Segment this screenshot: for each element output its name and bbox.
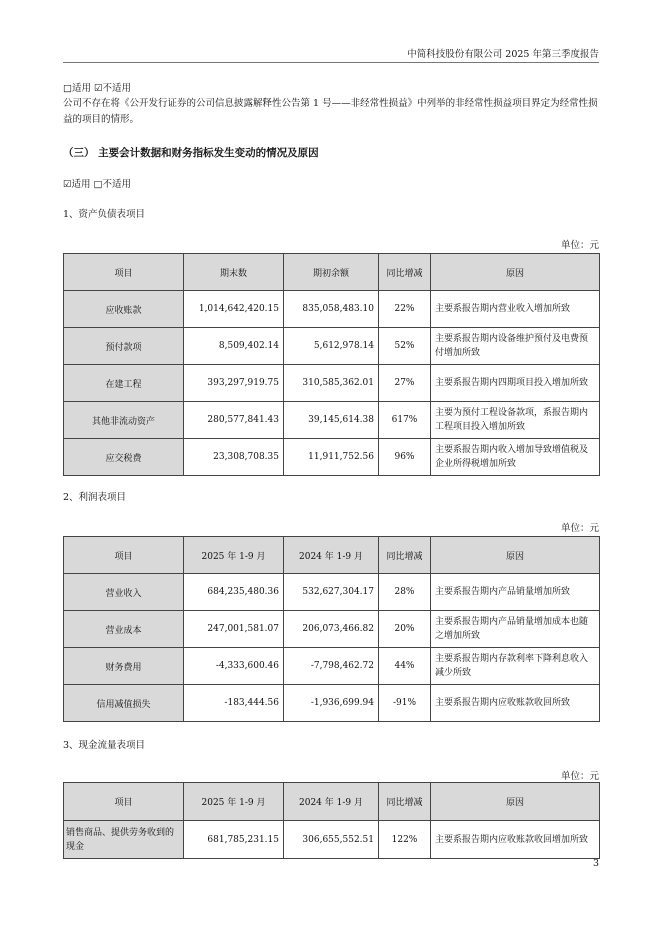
change-reason: 主要系报告期内应收账款收回所致: [431, 685, 600, 722]
column-header: 2024 年 1-9 月: [284, 537, 379, 574]
yoy-change: 22%: [379, 291, 431, 328]
column-header: 2025 年 1-9 月: [184, 783, 284, 821]
prior-value: 11,911,752.56: [284, 439, 379, 476]
yoy-change: 28%: [379, 574, 431, 611]
applicability-nonrecurring: □适用 ☑不适用: [63, 83, 132, 94]
row-item-label: 应交税费: [64, 439, 184, 476]
table-header-row: [64, 254, 600, 291]
header-rule: [63, 62, 599, 63]
column-header: 原因: [431, 783, 600, 821]
cash-flow-heading: 3、现金流量表项目: [63, 740, 146, 751]
prior-value: 310,585,362.01: [284, 365, 379, 402]
prior-value: 5,612,978.14: [284, 328, 379, 365]
yoy-change: 617%: [379, 402, 431, 439]
table-row: [64, 821, 600, 859]
section-title: （三） 主要会计数据和财务指标发生变动的情况及原因: [63, 147, 319, 159]
cash-flow-unit: 单位：元: [560, 771, 599, 782]
column-header: 同比增减: [379, 783, 431, 821]
current-value: 8,509,402.14: [184, 328, 284, 365]
change-reason: 主要系报告期内营业收入增加所致: [431, 291, 600, 328]
income-statement-table: [63, 536, 600, 722]
row-item-label: 在建工程: [64, 365, 184, 402]
yoy-change: 96%: [379, 439, 431, 476]
table-row: [64, 328, 600, 365]
column-header: 2025 年 1-9 月: [184, 537, 284, 574]
applicability-changes: ☑适用 □不适用: [63, 179, 132, 190]
prior-value: -1,936,699.94: [284, 685, 379, 722]
change-reason: 主要为预付工程设备款项，系报告期内工程项目投入增加所致: [431, 402, 600, 439]
current-value: 280,577,841.43: [184, 402, 284, 439]
prior-value: 306,655,552.51: [284, 821, 379, 859]
current-value: 393,297,919.75: [184, 365, 284, 402]
column-header: 项目: [64, 254, 184, 291]
current-value: 684,235,480.36: [184, 574, 284, 611]
current-value: 247,001,581.07: [184, 611, 284, 648]
yoy-change: 44%: [379, 648, 431, 685]
column-header: 项目: [64, 783, 184, 821]
balance-sheet-heading: 1、资产负债表项目: [63, 209, 146, 220]
table-header-row: [64, 537, 600, 574]
table-row: [64, 365, 600, 402]
current-value: 23,308,708.35: [184, 439, 284, 476]
table-header-row: [64, 783, 600, 821]
table-row: [64, 402, 600, 439]
income-statement-heading: 2、利润表项目: [63, 492, 127, 503]
prior-value: 206,073,466.82: [284, 611, 379, 648]
change-reason: 主要系报告期内收入增加导致增值税及企业所得税增加所致: [431, 439, 600, 476]
row-item-label: 营业收入: [64, 574, 184, 611]
prior-value: 532,627,304.17: [284, 574, 379, 611]
yoy-change: 52%: [379, 328, 431, 365]
column-header: 同比增减: [379, 537, 431, 574]
prior-value: -7,798,462.72: [284, 648, 379, 685]
yoy-change: -91%: [379, 685, 431, 722]
page-header: 中简科技股份有限公司 2025 年第三季度报告: [407, 49, 599, 60]
cash-flow-table: [63, 782, 600, 859]
row-item-label: 财务费用: [64, 648, 184, 685]
page-number: 3: [592, 858, 599, 869]
yoy-change: 20%: [379, 611, 431, 648]
table-row: [64, 685, 600, 722]
column-header: 期末数: [184, 254, 284, 291]
change-reason: 主要系报告期内存款利率下降利息收入减少所致: [431, 648, 600, 685]
balance-sheet-table: [63, 253, 600, 476]
row-item-label: 销售商品、提供劳务收到的现金: [64, 821, 184, 859]
row-item-label: 其他非流动资产: [64, 402, 184, 439]
current-value: -183,444.56: [184, 685, 284, 722]
yoy-change: 27%: [379, 365, 431, 402]
column-header: 期初余额: [284, 254, 379, 291]
table-row: [64, 611, 600, 648]
prior-value: 39,145,614.38: [284, 402, 379, 439]
current-value: 1,014,642,420.15: [184, 291, 284, 328]
column-header: 原因: [431, 254, 600, 291]
nonrecurring-note: 公司不存在将《公开发行证券的公司信息披露解释性公告第 1 号——非经常性损益》中列举的非经常性损益项目界定为经常性损益的项目的情形。: [63, 98, 598, 125]
row-item-label: 信用减值损失: [64, 685, 184, 722]
column-header: 2024 年 1-9 月: [284, 783, 379, 821]
current-value: 681,785,231.15: [184, 821, 284, 859]
change-reason: 主要系报告期内四期项目投入增加所致: [431, 365, 600, 402]
table-row: [64, 648, 600, 685]
row-item-label: 预付款项: [64, 328, 184, 365]
column-header: 同比增减: [379, 254, 431, 291]
change-reason: 主要系报告期内产品销量增加所致: [431, 574, 600, 611]
current-value: -4,333,600.46: [184, 648, 284, 685]
income-statement-unit: 单位：元: [560, 523, 599, 534]
row-item-label: 应收账款: [64, 291, 184, 328]
prior-value: 835,058,483.10: [284, 291, 379, 328]
table-row: [64, 439, 600, 476]
yoy-change: 122%: [379, 821, 431, 859]
change-reason: 主要系报告期内产品销量增加成本也随之增加所致: [431, 611, 600, 648]
table-row: [64, 291, 600, 328]
balance-sheet-unit: 单位：元: [560, 240, 599, 251]
column-header: 项目: [64, 537, 184, 574]
change-reason: 主要系报告期内应收账款收回增加所致: [431, 821, 600, 859]
row-item-label: 营业成本: [64, 611, 184, 648]
table-row: [64, 574, 600, 611]
change-reason: 主要系报告期内设备维护预付及电费预付增加所致: [431, 328, 600, 365]
column-header: 原因: [431, 537, 600, 574]
